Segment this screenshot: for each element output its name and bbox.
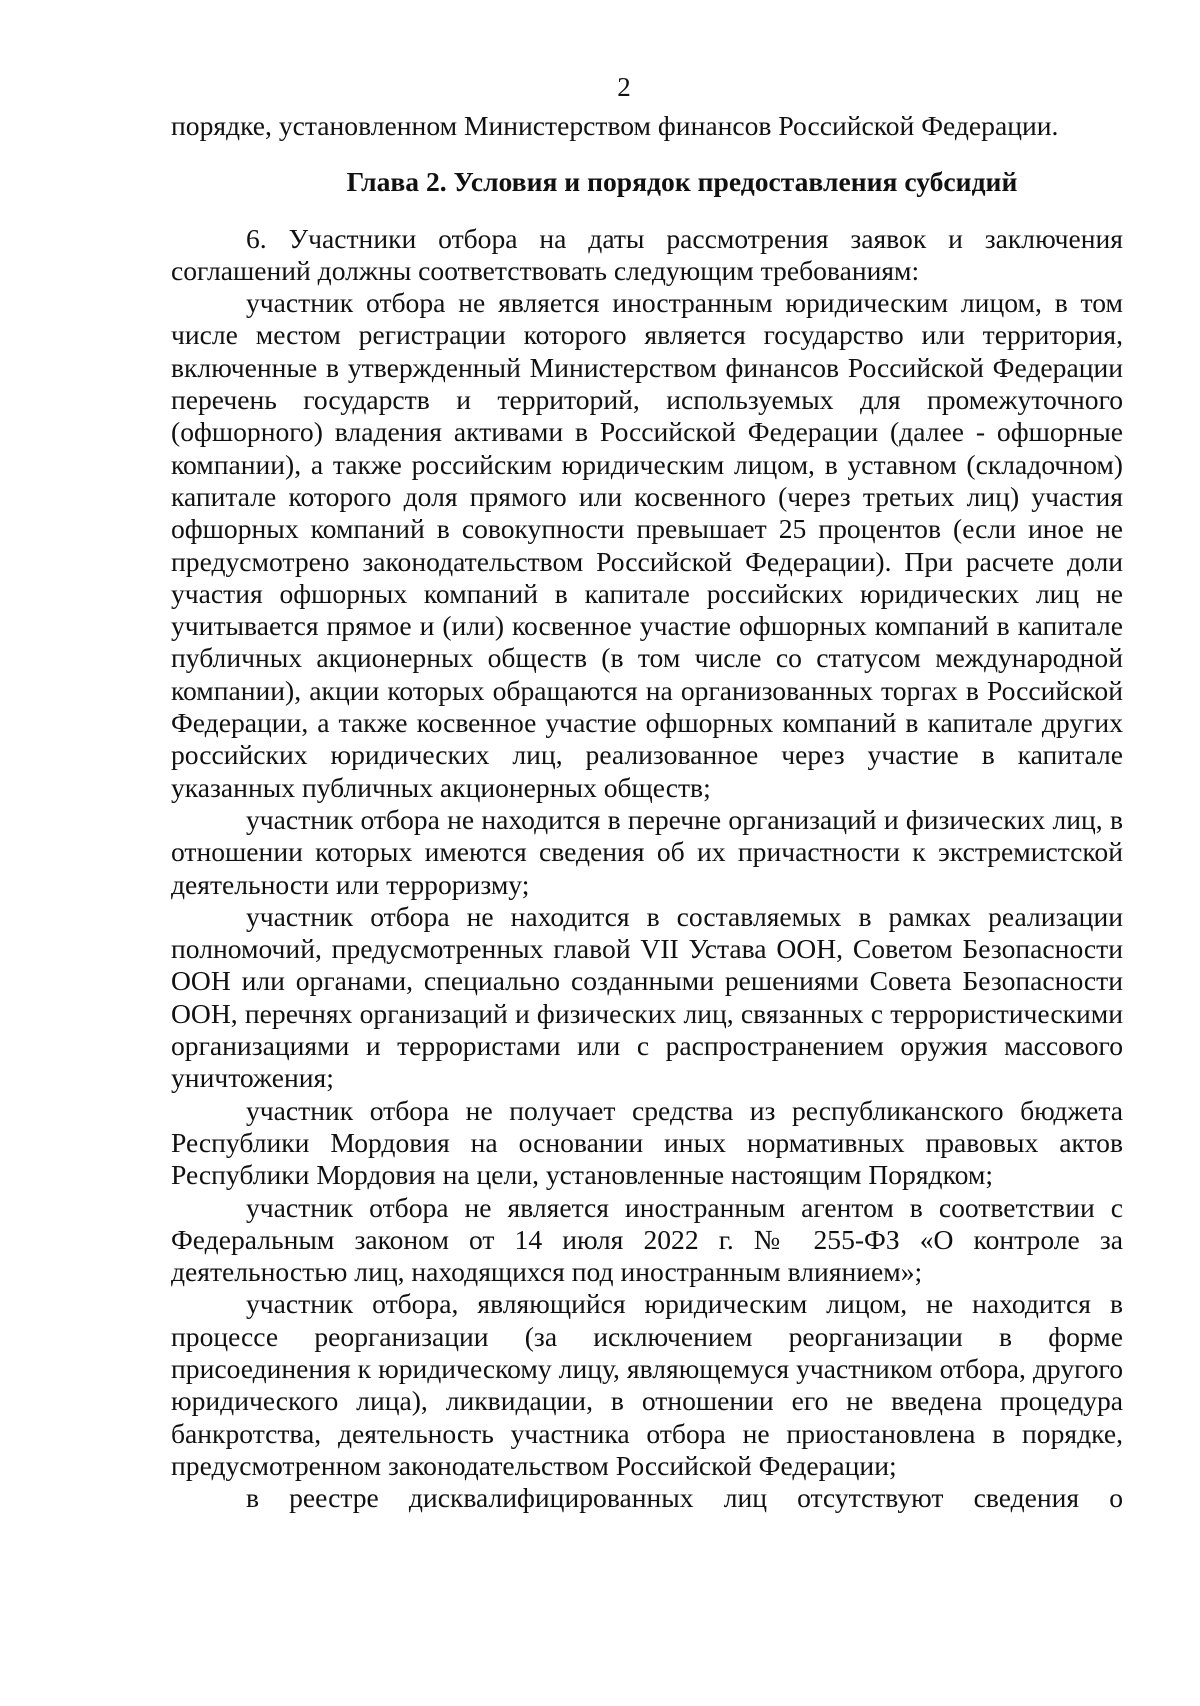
paragraph-offshore: участник отбора не является иностранным юридическим лицом, в том числе местом регистрации которого является государство или территория, включенные в утвержденный Министерством финансов Российской Федерации перечень государств и территорий, используемых для промежуточного (офшорного) владения активами в Российской Федерации (далее - офшорные компании), а также российским юридическим лицом, в уставном (складочном) капитале которого доля прямого или косвенного (через третьих лиц) участия офшорных компаний в совокупности превышает 25 процентов (если иное не предусмотрено законодательством Российской Федерации). При расчете доли участия офшорных компаний в капитале российских юридических лиц не учитывается прямое и (или) косвенное участие офшорных компаний в капитале публичных акционерных обществ (в том числе со статусом международной компании), акции которых обращаются на организованных торгах в Российской Федерации, а также косвенное участие офшорных компаний в капитале других российских юридических лиц, реализованное через участие в капитале указанных публичных акционерных обществ;: [171, 287, 1123, 803]
paragraph-disqualified: в реестре дисквалифицированных лиц отсутствуют сведения о: [246, 1482, 1123, 1514]
paragraph-6: 6. Участники отбора на даты рассмотрения заявок и заключения соглашений должны соответствовать следующим требованиям:: [171, 222, 1123, 286]
document-body: [171, 110, 1123, 1514]
paragraph-reorganization: участник отбора, являющийся юридическим лицом, не находится в процессе реорганизации (за исключением реорганизации в форме присоединения к юридическому лицу, являющемуся участником отбора, другого юридического лица), ликвидации, в отношении его не введена процедура банкротства, деятельность участника отбора не приостановлена в порядке, предусмотренном законодательством Российской Федерации;: [171, 1288, 1123, 1481]
paragraph-budget: участник отбора не получает средства из республиканского бюджета Республики Мордовия на основании иных нормативных правовых актов Республики Мордовия на цели, установленные настоящим Порядком;: [171, 1094, 1123, 1191]
paragraph-foreign-agent: участник отбора не является иностранным агентом в соответствии с Федеральным законом от 14 июля 2022 г. № 255-ФЗ «О контроле за деятельностью лиц, находящихся под иностранным влиянием»;: [171, 1191, 1123, 1288]
chapter-title: Глава 2. Условия и порядок предоставления субсидий: [346, 166, 1018, 198]
paragraph-extremism: участник отбора не находится в перечне организаций и физических лиц, в отношении которых имеются сведения об их причастности к экстремистской деятельности или терроризму;: [171, 803, 1123, 900]
paragraph-un-lists: участник отбора не находится в составляемых в рамках реализации полномочий, предусмотренных главой VII Устава ООН, Советом Безопасности ООН или органами, специально созданными решениями Совета Безопасности ООН, перечнях организаций и физических лиц, связанных с террористическими организациями и террористами или с распространением оружия массового уничтожения;: [171, 900, 1123, 1094]
continuation-text: порядке, установленном Министерством финансов Российской Федерации.: [171, 110, 1059, 141]
page-number: 2: [617, 72, 631, 102]
